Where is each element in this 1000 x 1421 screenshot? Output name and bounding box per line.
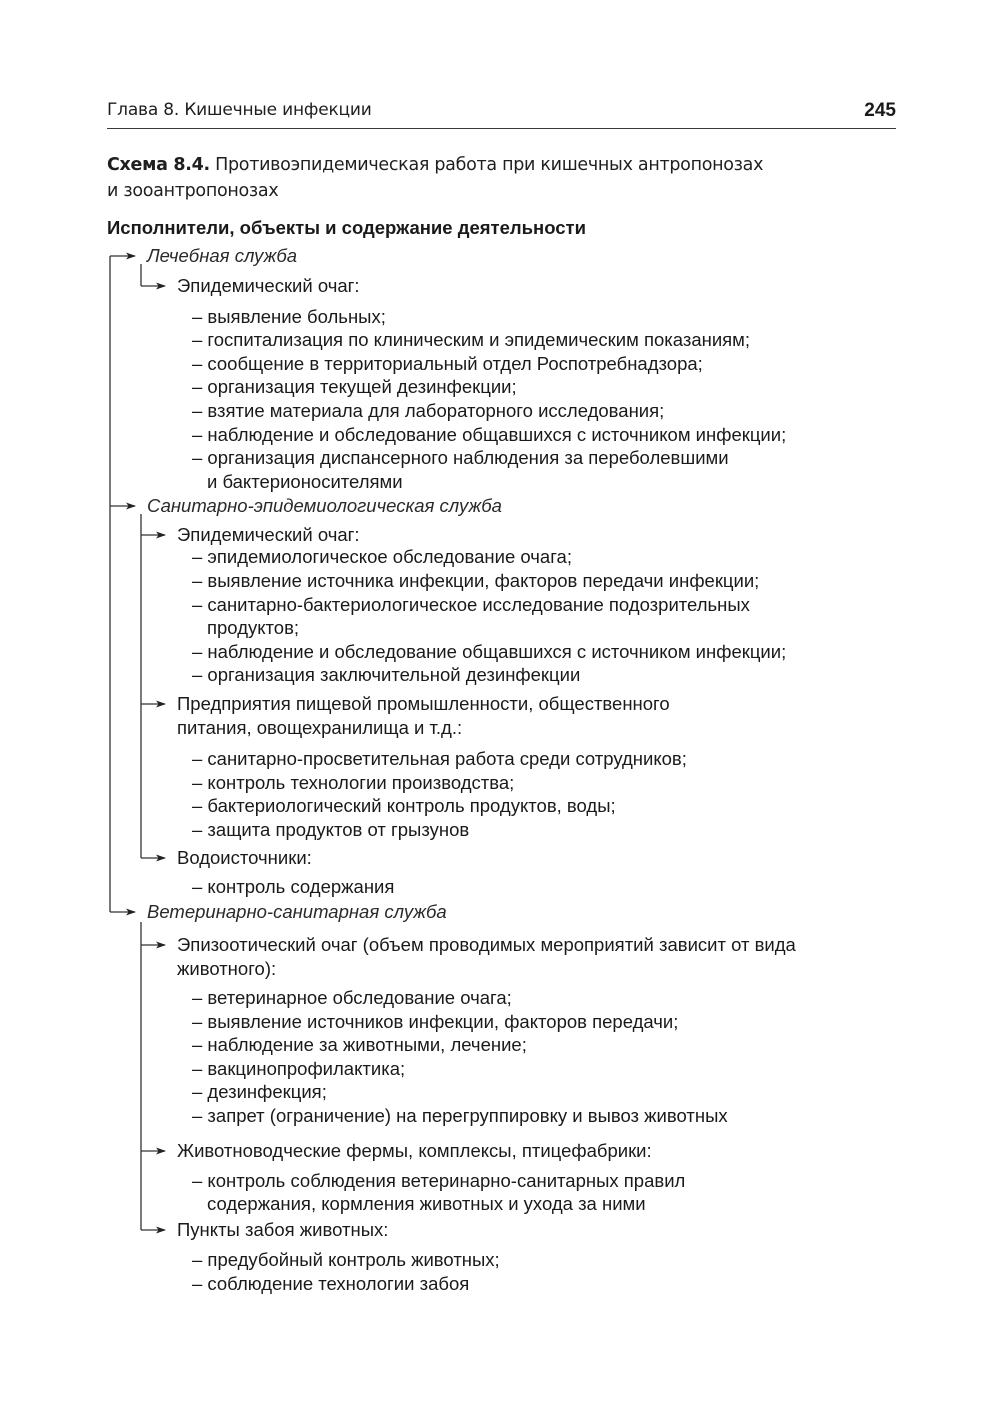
sanitary-focus-item: – эпидемиологическое обследование очага; bbox=[192, 546, 572, 567]
sanitary-enterprises-title: Предприятия пищевой промышленности, общественного bbox=[177, 693, 670, 714]
veterinary-focus-item: – наблюдение за животными, лечение; bbox=[192, 1034, 527, 1055]
section-title: Исполнители, объекты и содержание деятельности bbox=[107, 217, 586, 238]
sanitary-service-title: Санитарно-эпидемиологическая служба bbox=[147, 495, 502, 516]
scheme-label: Схема 8.4. bbox=[107, 155, 210, 175]
sanitary-water-title: Водоисточники: bbox=[177, 847, 312, 868]
sanitary-focus-item: – организация заключительной дезинфекции bbox=[192, 664, 581, 685]
medical-focus-item: – наблюдение и обследование общавшихся с источником инфекции; bbox=[192, 424, 787, 445]
medical-focus-item: – сообщение в территориальный отдел Роспотребнадзора; bbox=[192, 353, 703, 374]
sanitary-focus-item: – санитарно-бактериологическое исследование подозрительных bbox=[192, 594, 750, 615]
chapter-title: Глава 8. Кишечные инфекции bbox=[107, 100, 372, 120]
sanitary-enterprises-item: – контроль технологии производства; bbox=[192, 772, 515, 793]
veterinary-service-title: Ветеринарно-санитарная служба bbox=[147, 901, 447, 922]
medical-focus-item: – взятие материала для лабораторного исследования; bbox=[192, 400, 665, 421]
scheme-caption-line2: и зооантропонозах bbox=[107, 181, 279, 201]
veterinary-focus-item: – вакцинопрофилактика; bbox=[192, 1058, 406, 1079]
scheme-caption-line1 bbox=[107, 155, 763, 175]
sanitary-focus-item: – выявление источника инфекции, факторов передачи инфекции; bbox=[192, 570, 760, 591]
medical-focus-item: – организация текущей дезинфекции; bbox=[192, 376, 517, 397]
veterinary-farms-title: Животноводческие фермы, комплексы, птицефабрики: bbox=[177, 1140, 652, 1161]
veterinary-slaughter-item: – соблюдение технологии забоя bbox=[192, 1273, 470, 1294]
medical-service-title: Лечебная служба bbox=[147, 245, 298, 266]
sanitary-water-item: – контроль содержания bbox=[192, 876, 395, 897]
medical-focus-item: – выявление больных; bbox=[192, 306, 386, 327]
medical-focus-item: – организация диспансерного наблюдения за переболевшими bbox=[192, 447, 729, 468]
sanitary-focus-item: продуктов; bbox=[207, 617, 300, 638]
veterinary-focus-item: – ветеринарное обследование очага; bbox=[192, 987, 512, 1008]
veterinary-farms-item: содержания, кормления животных и ухода за ними bbox=[207, 1193, 646, 1214]
header-rule bbox=[107, 128, 896, 129]
sanitary-enterprises-item: – защита продуктов от грызунов bbox=[192, 819, 470, 840]
veterinary-focus-title: Эпизоотический очаг (объем проводимых мероприятий зависит от вида bbox=[177, 934, 796, 955]
sanitary-focus-title: Эпидемический очаг: bbox=[177, 524, 360, 545]
scheme-title: Противоэпидемическая работа при кишечных антропонозах bbox=[215, 155, 764, 175]
veterinary-focus-item: – запрет (ограничение) на перегруппировку и вывоз животных bbox=[192, 1105, 728, 1126]
veterinary-farms-item: – контроль соблюдения ветеринарно-санитарных правил bbox=[192, 1170, 686, 1191]
veterinary-slaughter-title: Пункты забоя животных: bbox=[177, 1219, 389, 1240]
veterinary-slaughter-item: – предубойный контроль животных; bbox=[192, 1249, 500, 1270]
sanitary-enterprises-title-cont: питания, овощехранилища и т.д.: bbox=[177, 717, 463, 738]
medical-focus-item: и бактерионосителями bbox=[207, 471, 403, 492]
veterinary-focus-item: – дезинфекция; bbox=[192, 1081, 327, 1102]
page-number: 245 bbox=[864, 100, 896, 121]
sanitary-focus-item: – наблюдение и обследование общавшихся с источником инфекции; bbox=[192, 641, 787, 662]
veterinary-focus-title-cont: животного): bbox=[177, 958, 277, 979]
medical-focus-title: Эпидемический очаг: bbox=[177, 275, 360, 296]
sanitary-enterprises-item: – бактериологический контроль продуктов, воды; bbox=[192, 795, 616, 816]
medical-focus-item: – госпитализация по клиническим и эпидемическим показаниям; bbox=[192, 329, 751, 350]
veterinary-focus-item: – выявление источников инфекции, факторов передачи; bbox=[192, 1011, 679, 1032]
sanitary-enterprises-item: – санитарно-просветительная работа среди сотрудников; bbox=[192, 748, 687, 769]
